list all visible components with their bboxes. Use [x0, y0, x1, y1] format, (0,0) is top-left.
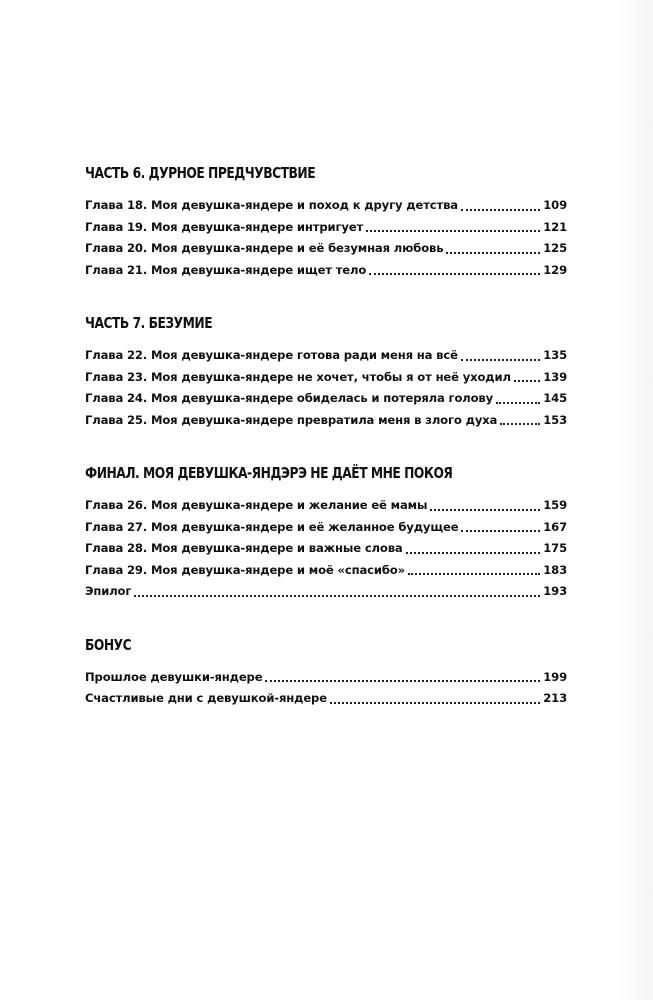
toc-entry[interactable]: [85, 495, 567, 517]
toc-section-final: [85, 463, 567, 603]
entry-page-number: 145: [543, 391, 567, 405]
entry-page-number: 199: [543, 669, 567, 684]
entry-page-number: 213: [543, 691, 567, 705]
entry-page-number: 153: [543, 412, 567, 427]
entry-label: Глава 22. Моя девушка-яндере готова ради меня на всё: [85, 348, 458, 362]
entry-page-number: 183: [543, 562, 567, 577]
toc-section-part-6: [85, 163, 567, 281]
dot-leader: [500, 423, 540, 425]
dot-leader: [366, 230, 540, 232]
entry-page-number: 175: [543, 541, 567, 555]
toc-entry[interactable]: [85, 388, 567, 410]
entry-label: Глава 29. Моя девушка-яндере и моё «спасибо»: [85, 562, 405, 577]
toc-entry[interactable]: [85, 195, 567, 217]
toc-entry[interactable]: [85, 238, 567, 260]
dot-leader: [514, 380, 540, 382]
entry-label: Глава 18. Моя девушка-яндере и поход к другу детства: [85, 198, 458, 212]
toc-section-bonus: [85, 635, 567, 710]
entry-label: Глава 26. Моя девушка-яндере и желание её мамы: [85, 498, 428, 512]
entry-page-number: 109: [543, 198, 567, 212]
toc-section-part-7: [85, 313, 567, 431]
dot-leader: [330, 702, 540, 704]
entry-label: Глава 27. Моя девушка-яндере и её желанное будущее: [85, 519, 459, 534]
entry-page-number: 139: [543, 369, 567, 384]
dot-leader: [408, 573, 540, 575]
dot-leader: [406, 552, 541, 554]
toc-entry[interactable]: [85, 581, 567, 603]
entry-label: Глава 23. Моя девушка-яндере не хочет, чтобы я от неё уходил: [85, 369, 511, 384]
dot-leader: [134, 595, 540, 597]
entry-page-number: 135: [543, 348, 567, 362]
entry-page-number: 129: [543, 262, 567, 277]
toc-entry[interactable]: [85, 345, 567, 367]
entry-label: Эпилог: [85, 584, 132, 598]
page-edge-shadow: [613, 0, 653, 1000]
dot-leader: [461, 359, 540, 361]
entry-page-number: 125: [543, 241, 567, 255]
toc-entry[interactable]: [85, 367, 567, 389]
toc-entry[interactable]: [85, 688, 567, 710]
entry-label: Глава 24. Моя девушка-яндере обиделась и потеряла голову: [85, 391, 494, 405]
toc-entry[interactable]: [85, 667, 567, 689]
entry-label: Счастливые дни с девушкой-яндере: [85, 691, 327, 705]
toc-entry[interactable]: [85, 217, 567, 239]
dot-leader: [446, 252, 540, 254]
section-title: ЧАСТЬ 7. БЕЗУМИЕ: [85, 314, 213, 332]
dot-leader: [265, 680, 540, 682]
entry-label: Глава 25. Моя девушка-яндере превратила меня в злого духа: [85, 412, 498, 427]
entry-label: Глава 21. Моя девушка-яндере ищет тело: [85, 262, 367, 277]
dot-leader: [430, 509, 540, 511]
toc-entry[interactable]: [85, 538, 567, 560]
entry-page-number: 121: [543, 219, 567, 234]
section-title: ЧАСТЬ 6. ДУРНОЕ ПРЕДЧУВСТВИЕ: [85, 164, 316, 182]
section-title: ФИНАЛ. МОЯ ДЕВУШКА-ЯНДЭРЭ НЕ ДАЁТ МНЕ ПОКОЯ: [85, 464, 453, 482]
table-of-contents: [85, 163, 567, 742]
dot-leader: [496, 402, 540, 404]
section-title: БОНУС: [85, 635, 132, 654]
entry-page-number: 193: [543, 584, 567, 598]
entry-page-number: 167: [543, 519, 567, 534]
dot-leader: [461, 530, 540, 532]
entry-label: Глава 19. Моя девушка-яндере интригует: [85, 219, 364, 234]
toc-entry[interactable]: [85, 517, 567, 539]
dot-leader: [461, 209, 540, 211]
dot-leader: [369, 273, 540, 275]
toc-entry[interactable]: [85, 260, 567, 282]
entry-label: Прошлое девушки-яндере: [85, 669, 263, 684]
entry-label: Глава 20. Моя девушка-яндере и её безумная любовь: [85, 241, 444, 255]
entry-page-number: 159: [543, 498, 567, 512]
entry-label: Глава 28. Моя девушка-яндере и важные слова: [85, 541, 403, 555]
toc-entry[interactable]: [85, 560, 567, 582]
toc-entry[interactable]: [85, 410, 567, 432]
